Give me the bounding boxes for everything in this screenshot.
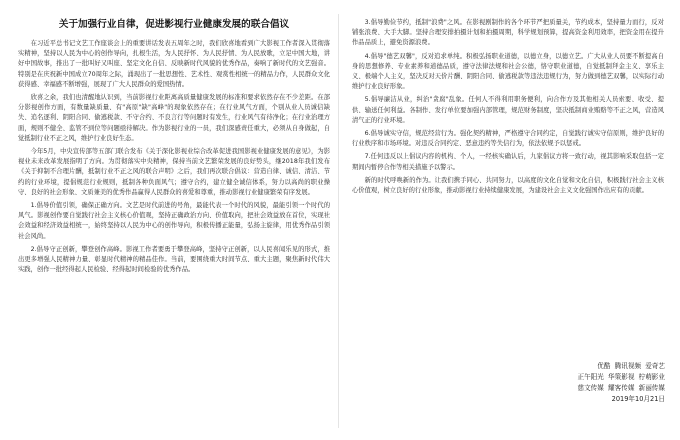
document-title: 关于加强行业自律，促进影视行业健康发展的联合倡议: [58, 19, 290, 30]
paragraph: 6.倡导诚实守信，规范经营行为。强化契约精神，严格遵守合同约定，自觉践行诚实守信原则，维护良好的行业秩序和市场环境。对违反合同约定、恶意违约等失信行为，依法依规予以惩戒。: [352, 130, 664, 148]
paragraph: 欣喜之余，我们也清醒地认识到，当前影视行业距离高质量健康发展的标准和要求依然存在不少差距。在部分影视创作方面，有数量缺质量、有"高原"缺"高峰"的现象依然存在；在行业风气方面，个别从业人员诚信缺失、追名逐利、阴阳合同、偷逃税款、不守合约、不良言行等问题时有发生，行业风气有待净化；在行业治理方面，规则不健全、监管不到位等问题亟待解决。作为影视行业的一员，我们深感责任重大，必须从自身做起，自觉抵制行业不正之风，维护行业良好生态。: [18, 94, 330, 142]
paragraph: 2.倡导守正创新，攀登创作高峰。影视工作者要勇于攀登高峰，坚持守正创新，以人民喜闻乐见的形式，推出更多增强人民精神力量、彰显时代精神的精品佳作。当前，要围绕重大时间节点、重大主题，聚焦新时代伟大实践，创作一批经得起人民检验、经得起时间检验的优秀作品。: [18, 245, 330, 274]
signature-block: [510, 361, 665, 405]
paragraph: 5.倡导廉洁从业，纠治"贪腐"乱象。任何人不得利用职务便利，向合作方及其他相关人员索要、收受、提供、输送任何利益。各制作、发行单位要加强内部管理，规范财务制度，坚决抵制商业贿赂等不正之风，营造风清气正的行业环境。: [352, 96, 664, 124]
column-divider: [338, 14, 339, 428]
document-date: 2019年10月21日: [611, 395, 665, 403]
paragraph: 新的时代呼唤新的作为。让我们携手同心、共同努力，以高度的文化自觉和文化自信，积极践行社会主义核心价值观，树立良好的行业形象，推动影视行业持续健康发展，为建设社会主义文化强国作出应有的贡献。: [352, 176, 664, 195]
paragraph: 3.倡导勤俭节约，抵制"浪费"之风。在影视剧制作的各个环节严把质量关，节约成本，坚持量力而行，反对铺张浪费、大手大脚。坚持合理安排拍摄计划和拍摄周期，科学规划预算，提高资金利用效率，把资金用在提升作品品质上，避免资源浪费。: [352, 19, 664, 47]
signatory-line: 慈文传媒 耀客传媒 新丽传媒: [577, 384, 665, 392]
paragraph: 7.任何违反以上倡议内容的机构、个人，一经核实确认后，九家倡议方将一致行动，视其影响采取包括一定期间内暂停合作等相关措施予以警示。: [352, 153, 664, 171]
paragraph: 4.倡导"德艺双馨"，反对追求单纯。积极弘扬职业道德，以德立身，以德立艺。广大从业人员要不断提高自身的思想修养、专业素养和道德品质，遵守法律法规和社会公德，恪守职业道德，自觉抵制拜金主义、享乐主义、极端个人主义，坚决反对天价片酬、阴阳合同、偷逃税款等违法违规行为，努力做到德艺双馨，以实际行动维护行业良好形象。: [352, 52, 664, 91]
paragraph: 今年5月，中央宣传部等五部门联合发布《关于深化影视业综合改革促进我国影视业健康发展的意见》，为影视业未来改革发展指明了方向。为贯彻落实中央精神，保持当前文艺繁荣发展的良好势头，继2018年我们发布《关于抑制不合理片酬，抵制行业不正之风的联合声明》之后，我们再次联合倡议：营造自律、诚信、清洁、节约的行业环境，提倡规范行业规则，抵制各种负面风气；遵守合约，建立健全诚信体系，努力以高尚的职业操守、良好的社会形象、文质兼美的优秀作品赢得人民群众的喜爱和尊重，推动影视行业健康繁荣有序发展。: [18, 148, 330, 196]
signatory-line: 优酷 腾讯视频 爱奇艺: [597, 362, 665, 370]
left-column: [18, 18, 330, 278]
right-column: [352, 18, 664, 199]
signatory-line: 正午阳光 华策影视 柠萌影业: [577, 373, 665, 381]
paragraph: 1.倡导价值引领，确保正确方向。文艺是时代前进的号角，最能代表一个时代的风貌，最能引领一个时代的风气。影视创作要自觉践行社会主义核心价值观，坚持正确政治方向、价值取向，把社会效益放在首位，实现社会效益和经济效益相统一，始终坚持以人民为中心的创作导向，积极传播正能量，弘扬主旋律，用优秀作品引领社会风尚。: [18, 202, 330, 240]
paragraph: 在习近平总书记文艺工作座谈会上的重要讲话发表五周年之时，我们欣喜地看到广大影视工作者深入贯彻落实精神，坚持以人民为中心的创作导向，扎根生活，为人民抒怀、为人民抒情、为人民放歌，立足中国大地，讲好中国故事，推出了一批叫好又叫座、坚定文化自信、反映新时代风貌的优秀作品，奏响了新时代的文艺强音。特别是在庆祝新中国成立70周年之际，涌现出了一批思想性、艺术性、观赏性相统一的精品力作，人民群众文化获得感、幸福感不断增强，展现了广大人民群众的爱国热情。: [18, 40, 330, 88]
